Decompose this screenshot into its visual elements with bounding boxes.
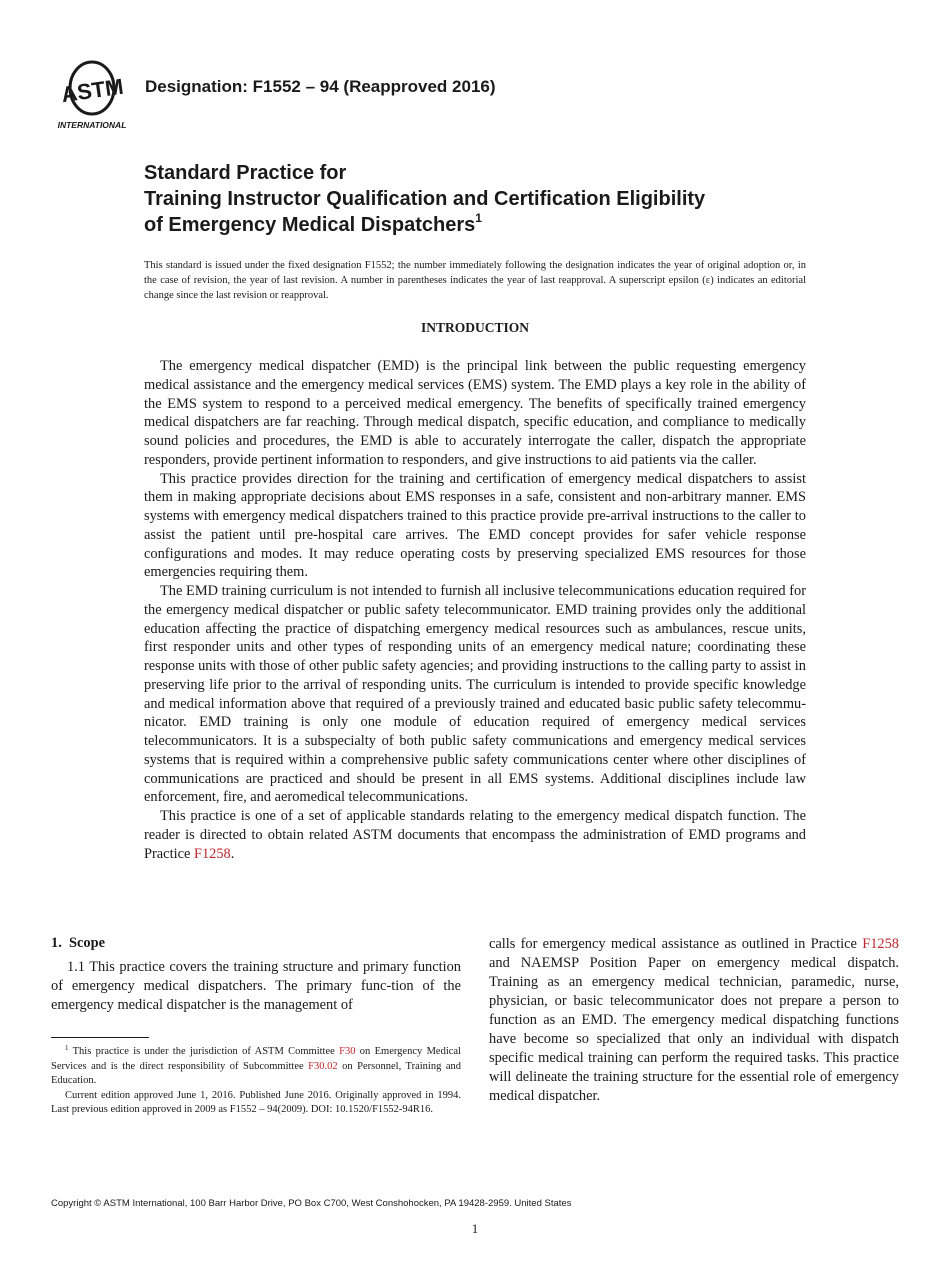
footnote-edition: Current edition approved June 1, 2016. Published June 2016. Originally approved in 1994. Last previous edition approved in 2009 as F1552 – 94(2009). DOI: 10.1520/F1552-94R16. [51, 1089, 461, 1115]
intro-p4-text: This practice is one of a set of applicable standards relating to the emergency medical dispatch function. The reader is directed to obtain related ASTM documents that encompass the administration of EMD programs and Practice [144, 808, 806, 862]
title-line-2: Training Instructor Qualification and Certification Eligibility [144, 188, 706, 210]
scope-paragraph-1-1: 1.1 This practice covers the training structure and primary function of emergency medical dispatchers. The primary func-tion of the emergency medical dispatcher is the management of [51, 959, 461, 1013]
introduction-body [144, 357, 806, 863]
footnotes [51, 1045, 461, 1118]
scope-heading: 1. Scope [51, 935, 105, 951]
footnote-mark: 1 [65, 1044, 69, 1052]
footnote-text-a: This practice is under the jurisdiction of ASTM Committee [68, 1046, 340, 1057]
f1258-link[interactable]: F1258 [193, 845, 231, 862]
left-column [51, 934, 461, 1015]
scope-continuation [489, 935, 899, 1106]
intro-p4-end: . [230, 845, 235, 862]
intro-paragraph-3: The EMD training curriculum is not intended to furnish all inclusive telecommunications education required for the emergency medical dispatcher or public safety telecommunicator. EMD training provides only the additional education affecting the practice of dispatching emergency medical resources such as ambulances, rescue units, first responder units and other types of responding units of an emergency medical nature; coordinating these response units with those of other public safety agencies; and providing instructions to the calling party to assist in preserving life prior to the arrival of responding units. The curriculum is intended to provide specific knowledge and medical information above that required of a previously trained and educated basic public safety telecommu-nicator. EMD training is only one module of education required of emergency medical services telecommunicators. It is a subspecialty of both public safety communications and emergency medical services systems that is required within a comprehensive public safety communications center where other disciplines of communications are practiced and should be present in all EMS systems. Additional disciplines include law enforcement, fire, and aeromedical telecommunications. [144, 583, 806, 806]
intro-paragraph-4 [144, 807, 806, 863]
f1258-link-scope[interactable]: F1258 [862, 936, 899, 952]
footnote-text-c: on Personnel, Training and Education. [51, 1060, 461, 1086]
page-number: 1 [471, 1221, 479, 1236]
f30-02-link[interactable]: F30.02 [308, 1060, 338, 1072]
footnote-text-b: on Emergency Medical Services and is the direct responsibility of Subcommittee [51, 1046, 461, 1072]
footnote-1 [51, 1045, 461, 1089]
intro-paragraph-2: This practice provides direction for the training and certification of emergency medical dispatchers to assist them in making appropriate decisions about EMS responses in a safe, consistent and non-arbitrary manner. EMS systems with emergency medical dispatchers trained to this practice provide pre-arrival instructions to the caller to assist the patient until pre-hospital care arrives. The EMD concept provides for safer vehicle response configurations and modes. It may reduce operating costs by preserving specialized EMS resources for those emergencies requiring them. [144, 470, 806, 581]
logo-letters: ASTM [59, 73, 125, 108]
issue-note: This standard is issued under the fixed designation F1552; the number immediately following the designation indicates the year of original adoption or, in the case of revision, the year of last revision. A number in parentheses indicates the year of last reapproval. A superscript epsilon (ε) indicates an editorial change since the last revision or reapproval. [144, 260, 806, 301]
scope-cont-text-a: calls for emergency medical assistance as outlined in Practice [489, 936, 863, 952]
astm-logo [52, 58, 136, 132]
logo-subtext: INTERNATIONAL [57, 120, 127, 130]
footnote-divider [51, 1037, 149, 1038]
f30-link[interactable]: F30 [339, 1046, 356, 1057]
title-line-1: Standard Practice for [144, 162, 347, 184]
copyright-notice: Copyright © ASTM International, 100 Barr Harbor Drive, PO Box C700, West Conshohocken, PA 19428-2959. United States [51, 1198, 572, 1209]
title-footnote-mark: 1 [475, 211, 482, 225]
scope-cont-text-b: and NAEMSP Position Paper on emergency medical dispatch. Training as an emergency medical technician, paramedic, nurse, physician, or basic telecommunicator does not prepare a person to function as an EMD. The emergency medical dispatching functions have become so specialized that only an individual with dispatch specific medical training can perform the required tasks. This practice will delineate the training structure for the essential role of emergency medical dispatcher. [489, 955, 899, 1104]
astm-logo-icon [52, 58, 136, 132]
introduction-heading: INTRODUCTION [420, 320, 529, 335]
designation: Designation: F1552 – 94 (Reapproved 2016) [145, 77, 496, 96]
title-line-3: of Emergency Medical Dispatchers [144, 214, 476, 236]
document-title [144, 160, 844, 238]
intro-paragraph-1: The emergency medical dispatcher (EMD) is the principal link between the public requesting emergency medical assistance and the emergency medical services (EMS) system. The EMD plays a key role in the ability of the EMS system to respond to a perceived medical emergency. The benefits of specifically trained emergency medical dispatchers are far reaching. Through medical dispatch, specific education, and compliance to medically sound policies and procedures, the EMD is able to accurately interrogate the caller, dispatch the appropriate responders, provide pertinent information to responders, and give instructions to aid patients via the caller. [144, 358, 806, 468]
